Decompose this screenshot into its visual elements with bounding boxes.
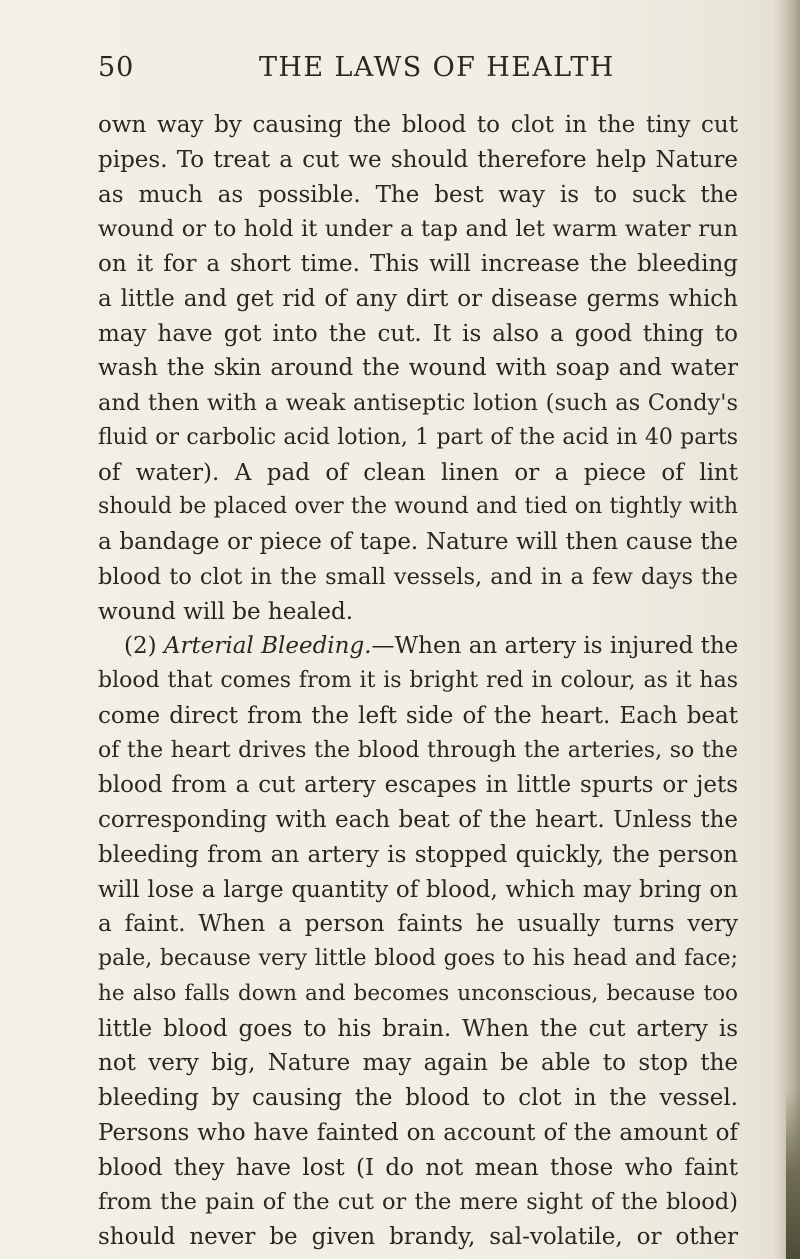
page-header xyxy=(98,52,738,92)
text-line: a little and get rid of any dirt or disease germs which xyxy=(98,285,738,312)
text-line: pipes. To treat a cut we should therefore help Nature xyxy=(98,146,738,173)
text-line: little blood goes to his brain. When the cut artery is xyxy=(98,1015,738,1042)
text-line: wound or to hold it under a tap and let warm water run xyxy=(98,216,738,243)
text-line: pale, because very little blood goes to his head and face; xyxy=(98,946,738,971)
text-line: blood that comes from it is bright red in colour, as it has xyxy=(98,668,738,693)
text-line: bleeding from an artery is stopped quickly, the person xyxy=(98,841,738,868)
running-title: THE LAWS OF HEALTH xyxy=(259,52,615,83)
text-line: not very big, Nature may again be able to stop the xyxy=(98,1050,738,1077)
page-edge-dark xyxy=(786,1090,800,1259)
text-line: own way by causing the blood to clot in the tiny cut xyxy=(98,112,738,138)
text-line: of the heart drives the blood through the arteries, so the xyxy=(98,737,738,763)
text-line: and then with a weak antiseptic lotion (such as Condy's xyxy=(98,390,738,416)
text-line: Persons who have fainted on account of the amount of xyxy=(98,1119,738,1146)
text-line: fluid or carbolic acid lotion, 1 part of the acid in 40 parts xyxy=(98,424,738,450)
text-line: corresponding with each beat of the heart. Unless the xyxy=(98,807,738,833)
section-heading: Arterial Bleeding. xyxy=(163,633,372,660)
text-line: blood to clot in the small vessels, and in a few days the xyxy=(98,563,738,590)
text-line: he also falls down and becomes unconscious, because too xyxy=(98,980,738,1006)
text-line: a faint. When a person faints he usually turns very xyxy=(98,911,738,938)
text-line: a bandage or piece of tape. Nature will then cause the xyxy=(98,529,738,555)
text-line: bleeding by causing the blood to clot in the vessel. xyxy=(98,1085,738,1111)
text-line: on it for a short time. This will increase the bleeding xyxy=(98,251,738,277)
body-text xyxy=(98,108,738,1255)
text-line: wound will be healed. xyxy=(98,598,354,625)
text-line: of water). A pad of clean linen or a piece of lint xyxy=(98,459,738,486)
text-line: should never be given brandy, sal-volatile, or other xyxy=(98,1224,738,1250)
text-line: should be placed over the wound and tied on tightly with xyxy=(98,494,738,520)
text-line: blood they have lost (I do not mean those who faint xyxy=(98,1154,738,1181)
heading-line-rest: —When an artery is injured the xyxy=(371,633,739,660)
text-line: from the pain of the cut or the mere sight of the blood) xyxy=(98,1189,738,1216)
paragraph-number: (2) xyxy=(124,633,157,660)
text-line: may have got into the cut. It is also a good thing to xyxy=(98,320,738,347)
paragraph-heading-line xyxy=(98,629,738,664)
text-line: as much as possible. The best way is to suck the xyxy=(98,181,738,208)
text-line: will lose a large quantity of blood, which may bring on xyxy=(98,876,738,903)
text-line: wash the skin around the wound with soap and water xyxy=(98,355,738,382)
text-line: blood from a cut artery escapes in little spurts or jets xyxy=(98,772,738,799)
text-line: come direct from the left side of the heart. Each beat xyxy=(98,702,738,729)
page-edge-shadow xyxy=(774,0,800,1259)
page-number: 50 xyxy=(98,52,135,83)
